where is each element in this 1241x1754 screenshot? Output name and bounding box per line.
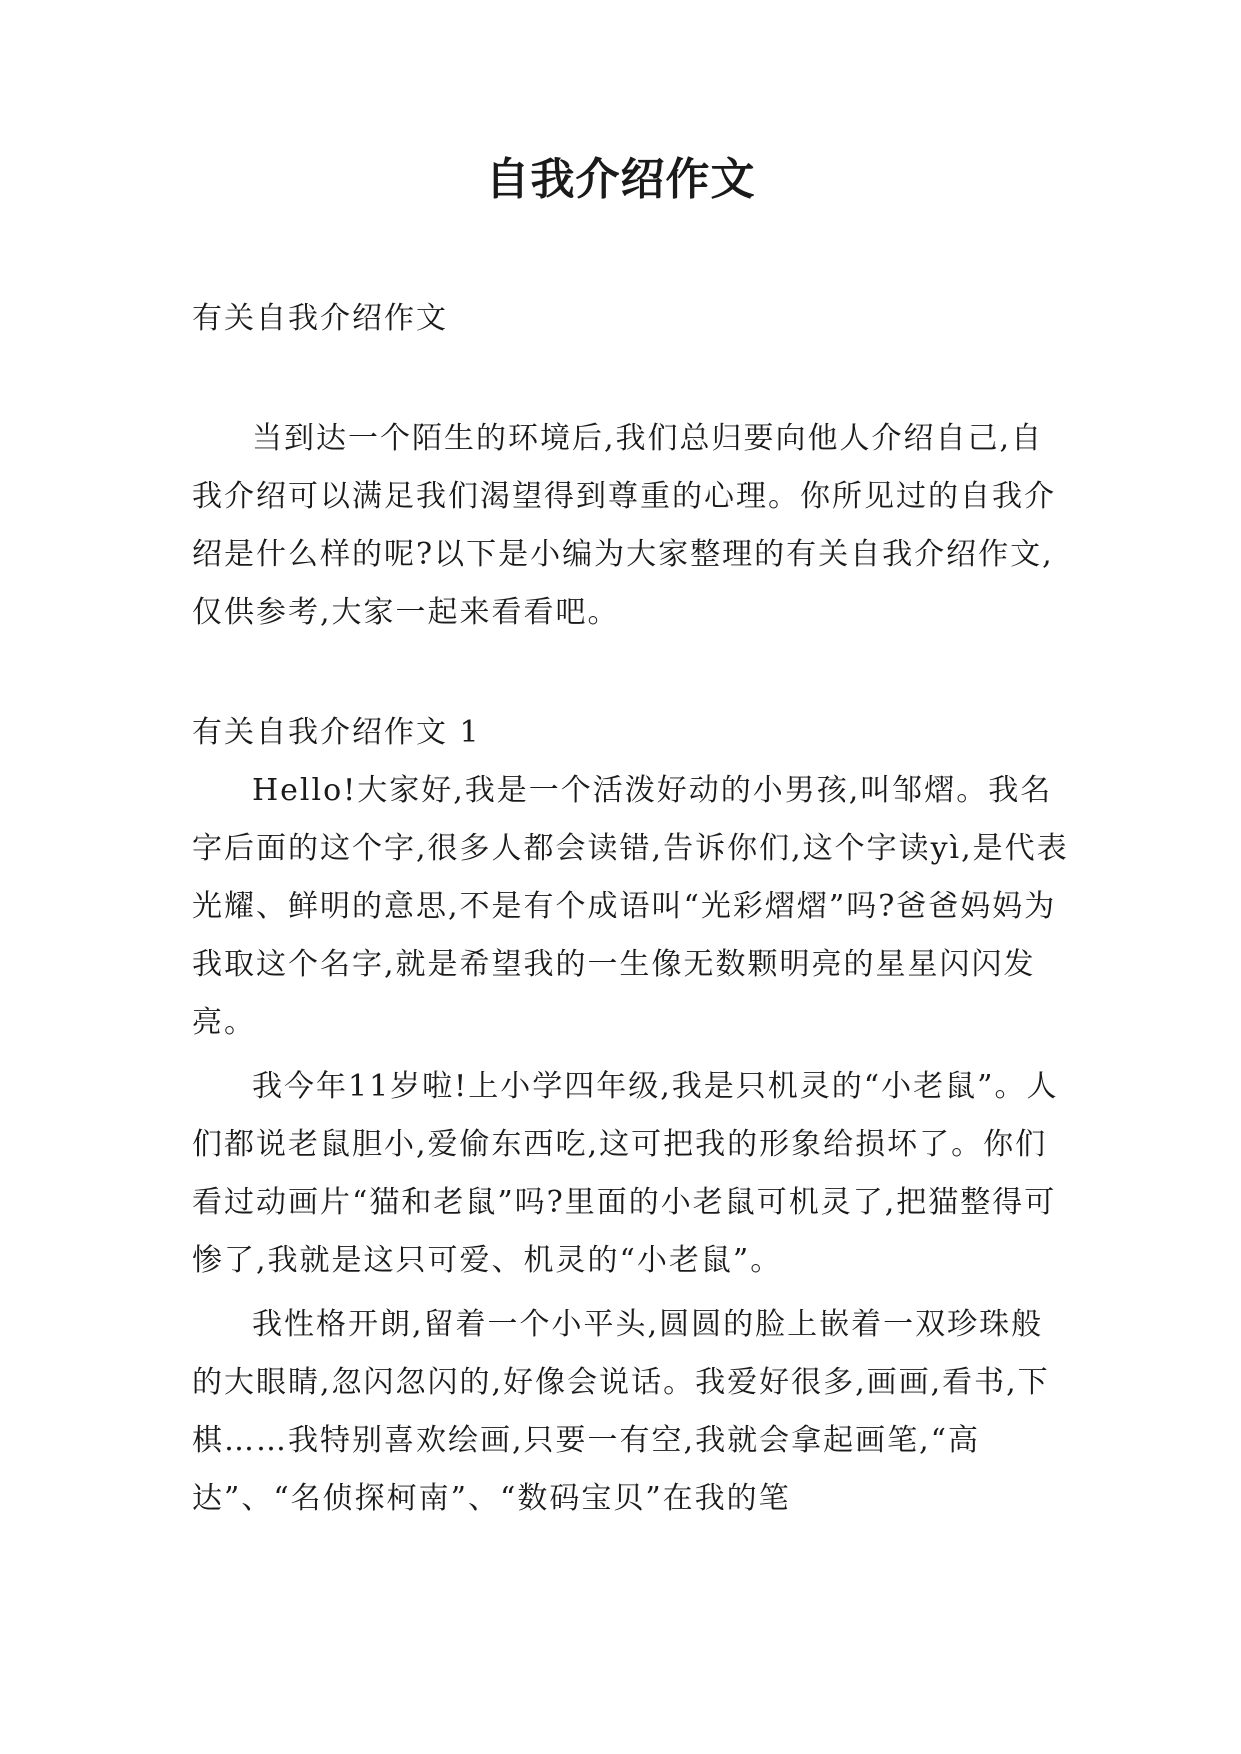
section-heading: 有关自我介绍作文 1 <box>192 715 481 750</box>
paragraph: 我今年11岁啦!上小学四年级,我是只机灵的“小老鼠”。人们都说老鼠胆小,爱偷东西吃,这可把我的形象给损坏了。你们看过动画片“猫和老鼠”吗?里面的小老鼠可机灵了,把猫整得可惨了,我就是这只可爱、机灵的“小老鼠”。 <box>192 1069 1059 1278</box>
document-title: 自我介绍作文 <box>485 154 756 205</box>
subtitle: 有关自我介绍作文 <box>192 301 448 336</box>
document-body <box>192 290 1072 1528</box>
paragraph: 我性格开朗,留着一个小平头,圆圆的脸上嵌着一双珍珠般的大眼睛,忽闪忽闪的,好像会说话。我爱好很多,画画,看书,下棋……我特别喜欢绘画,只要一有空,我就会拿起画笔,“高达”、“名侦探柯南”、“数码宝贝”在我的笔 <box>192 1307 1050 1516</box>
paragraph: Hello!大家好,我是一个活泼好动的小男孩,叫邹熠。我名字后面的这个字,很多人都会读错,告诉你们,这个字读yì,是代表光耀、鲜明的意思,不是有个成语叫“光彩熠熠”吗?爸爸妈妈为我取这个名字,就是希望我的一生像无数颗明亮的星星闪闪发亮。 <box>192 773 1069 1040</box>
intro-paragraph: 当到达一个陌生的环境后,我们总归要向他人介绍自己,自我介绍可以满足我们渴望得到尊重的心理。你所见过的自我介绍是什么样的呢?以下是小编为大家整理的有关自我介绍作文,仅供参考,大家一起来看看吧。 <box>192 421 1056 630</box>
